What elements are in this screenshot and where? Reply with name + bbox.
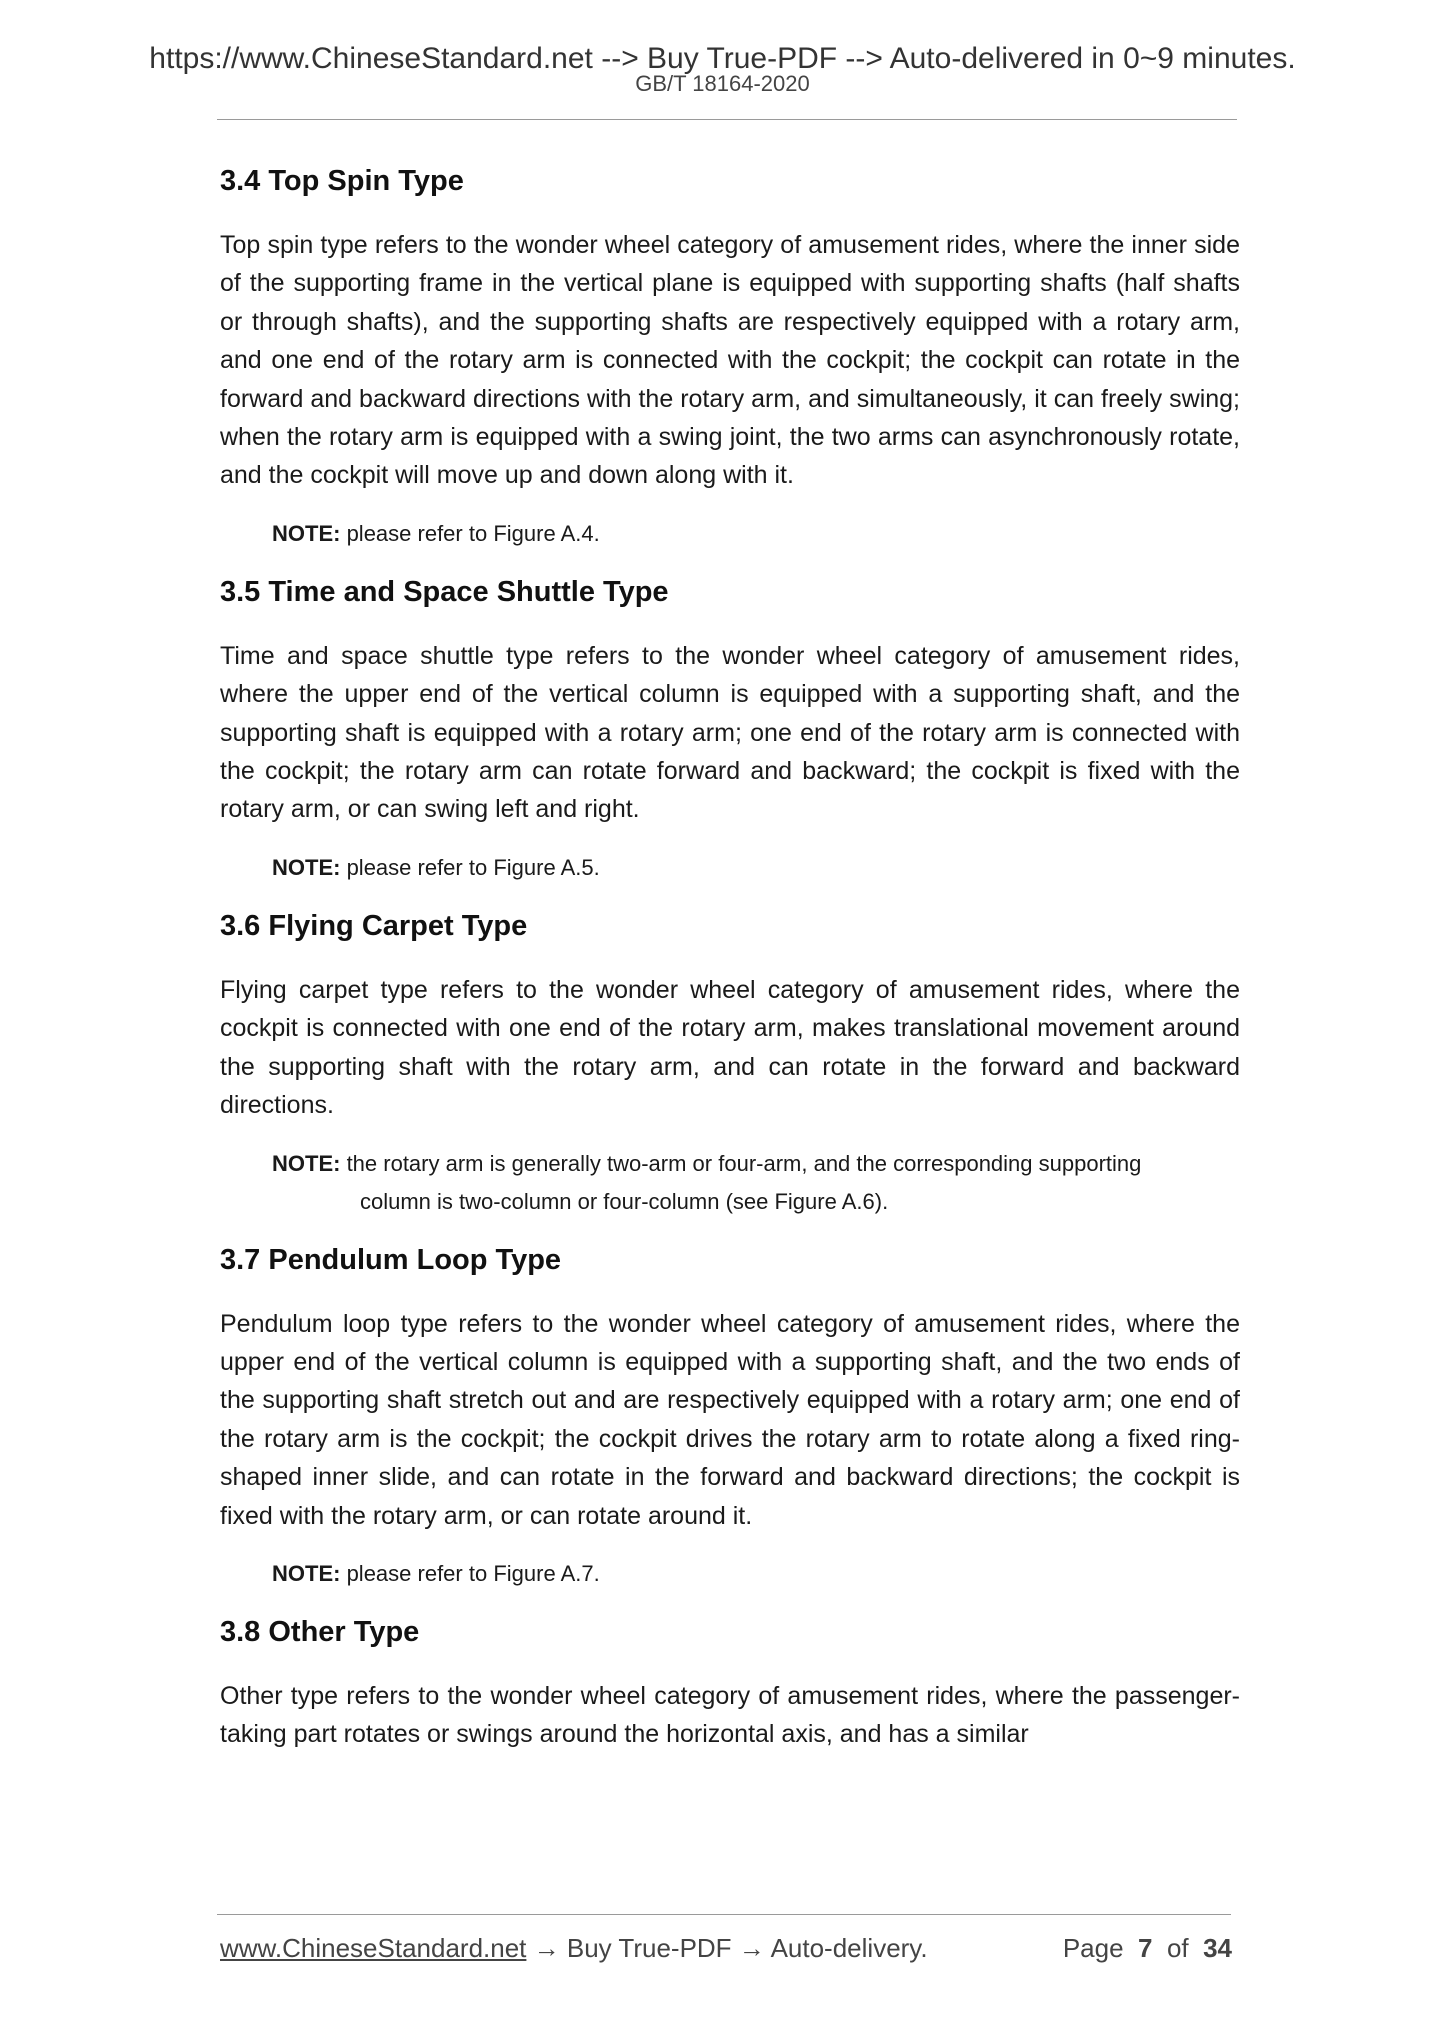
note-text: please refer to Figure A.5.: [340, 854, 600, 880]
page-content: [220, 162, 1240, 1754]
section-3-6-note: [220, 1145, 1240, 1221]
page-total: 34: [1203, 1933, 1232, 1963]
section-3-5-title: 3.5 Time and Space Shuttle Type: [220, 575, 669, 608]
note-label: NOTE:: [272, 854, 341, 880]
section-3-7-title: 3.7 Pendulum Loop Type: [220, 1243, 562, 1276]
note-label: NOTE:: [272, 520, 341, 546]
page-indicator: [1063, 1931, 1232, 1965]
of-word: of: [1166, 1933, 1189, 1963]
section-3-6-body: Flying carpet type refers to the wonder wheel category of amusement rides, where the cockpit is connected with one end of the rotary arm, makes translational movement around the supporting shaft with the rotary arm, and can rotate in the forward and backward directions.: [220, 975, 1240, 1120]
document-code: GB/T 18164-2020: [635, 71, 810, 96]
section-3-7-note: [220, 1555, 1240, 1593]
note-label: NOTE:: [272, 1560, 341, 1586]
page-footer: [220, 1931, 1232, 1965]
section-3-8-body: Other type refers to the wonder wheel category of amusement rides, where the passenger-taking part rotates or swings around the horizontal axis, and has a similar: [220, 1681, 1240, 1749]
section-3-4-note: [220, 515, 1240, 553]
note-text-continued: column is two-column or four-column (see Figure A.6).: [360, 1188, 889, 1214]
section-3-6-title: 3.6 Flying Carpet Type: [220, 909, 528, 942]
page-word: Page: [1062, 1933, 1124, 1963]
source-banner: https://www.ChineseStandard.net --> Buy True-PDF --> Auto-delivered in 0~9 minutes.: [149, 42, 1296, 75]
note-text: the rotary arm is generally two-arm or four-arm, and the corresponding supporting: [340, 1150, 1142, 1176]
section-3-8-title: 3.8 Other Type: [220, 1615, 420, 1648]
site-link[interactable]: www.ChineseStandard.net: [220, 1933, 527, 1963]
page-number: 7: [1138, 1933, 1153, 1963]
footer-tagline: → Buy True-PDF → Auto-delivery.: [526, 1933, 928, 1963]
note-text: please refer to Figure A.7.: [340, 1560, 600, 1586]
section-3-4-title: 3.4 Top Spin Type: [220, 165, 464, 197]
note-text: please refer to Figure A.4.: [340, 520, 600, 546]
note-label: NOTE:: [272, 1150, 341, 1176]
header-divider: [217, 119, 1237, 120]
section-3-5-body: Time and space shuttle type refers to the wonder wheel category of amusement rides, where the upper end of the vertical column is equipped with a supporting shaft, and the supporting shaft is equipped with a rotary arm; one end of the rotary arm is connected with the cockpit; the rotary arm can rotate forward and backward; the cockpit is fixed with the rotary arm, or can swing left and right.: [220, 641, 1240, 824]
section-3-5-note: [220, 849, 1240, 887]
footer-divider: [217, 1914, 1231, 1915]
section-3-7-body: Pendulum loop type refers to the wonder wheel category of amusement rides, where the upper end of the vertical column is equipped with a supporting shaft, and the two ends of the supporting shaft stretch out and are respectively equipped with a rotary arm; one end of the rotary arm is the cockpit; the cockpit drives the rotary arm to rotate along a fixed ring-shaped inner slide, and can rotate in the forward and backward directions; the cockpit is fixed with the rotary arm, or can rotate around it.: [220, 1309, 1240, 1530]
section-3-4-body: Top spin type refers to the wonder wheel category of amusement rides, where the inner side of the supporting frame in the vertical plane is equipped with supporting shafts (half shafts or through shafts), and the supporting shafts are respectively equipped with a rotary arm, and one end of the rotary arm is connected with the cockpit; the cockpit can rotate in the forward and backward directions with the rotary arm, and simultaneously, it can freely swing; when the rotary arm is equipped with a swing joint, the two arms can asynchronously rotate, and the cockpit will move up and down along with it.: [220, 231, 1240, 490]
